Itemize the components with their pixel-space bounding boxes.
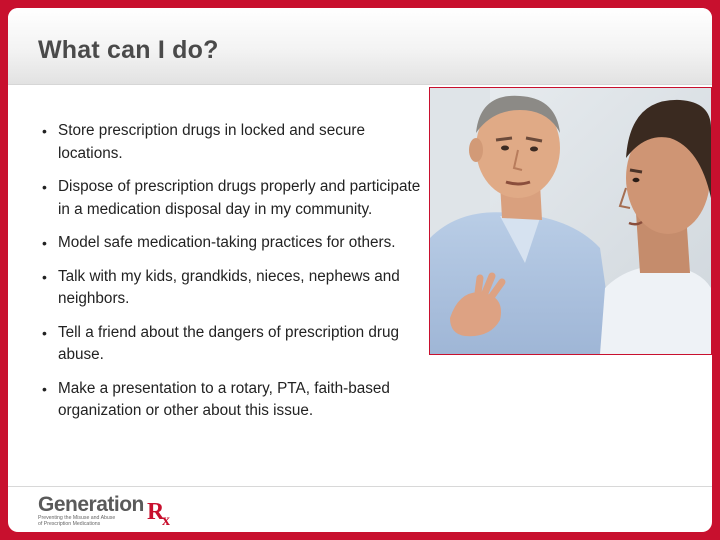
bullet-text: Model safe medication-taking practices for others. <box>58 234 396 251</box>
bullet-text: Tell a friend about the dangers of prescription drug abuse. <box>58 323 399 363</box>
bullet-text: Dispose of prescription drugs properly and participate in a medication disposal day in my community. <box>58 178 421 218</box>
bullet-item <box>28 232 428 255</box>
generationrx-logo <box>38 492 188 528</box>
bullet-icon: • <box>42 380 47 397</box>
bullet-item <box>28 266 428 311</box>
bullet-item <box>28 176 428 221</box>
bullet-icon: • <box>42 123 47 139</box>
svg-text:R: R <box>147 499 165 525</box>
slide <box>8 8 712 532</box>
footer-divider <box>8 486 712 487</box>
bullet-item <box>28 378 428 423</box>
title-band <box>8 8 712 85</box>
bullet-item <box>28 120 428 165</box>
svg-text:of Prescription Medications: of Prescription Medications <box>38 521 101 527</box>
bullet-icon: • <box>42 179 47 195</box>
bullet-icon: • <box>42 324 47 341</box>
bullet-icon: • <box>42 235 47 251</box>
svg-text:x: x <box>162 512 170 528</box>
bullet-text: Make a presentation to a rotary, PTA, faith-based organization or other about this issue. <box>58 379 390 419</box>
bullet-icon: • <box>42 268 47 285</box>
bullet-text: Store prescription drugs in locked and secure locations. <box>58 122 365 162</box>
bullet-text: Talk with my kids, grandkids, nieces, nephews and neighbors. <box>58 267 400 307</box>
conversation-photo <box>429 87 712 355</box>
bullet-item <box>28 322 428 367</box>
slide-title: What can I do? <box>38 36 219 64</box>
bullet-list <box>28 120 428 434</box>
svg-text:Preventing the Misuse and Abus: Preventing the Misuse and Abuse <box>38 515 116 521</box>
svg-text:Generation: Generation <box>38 493 144 516</box>
